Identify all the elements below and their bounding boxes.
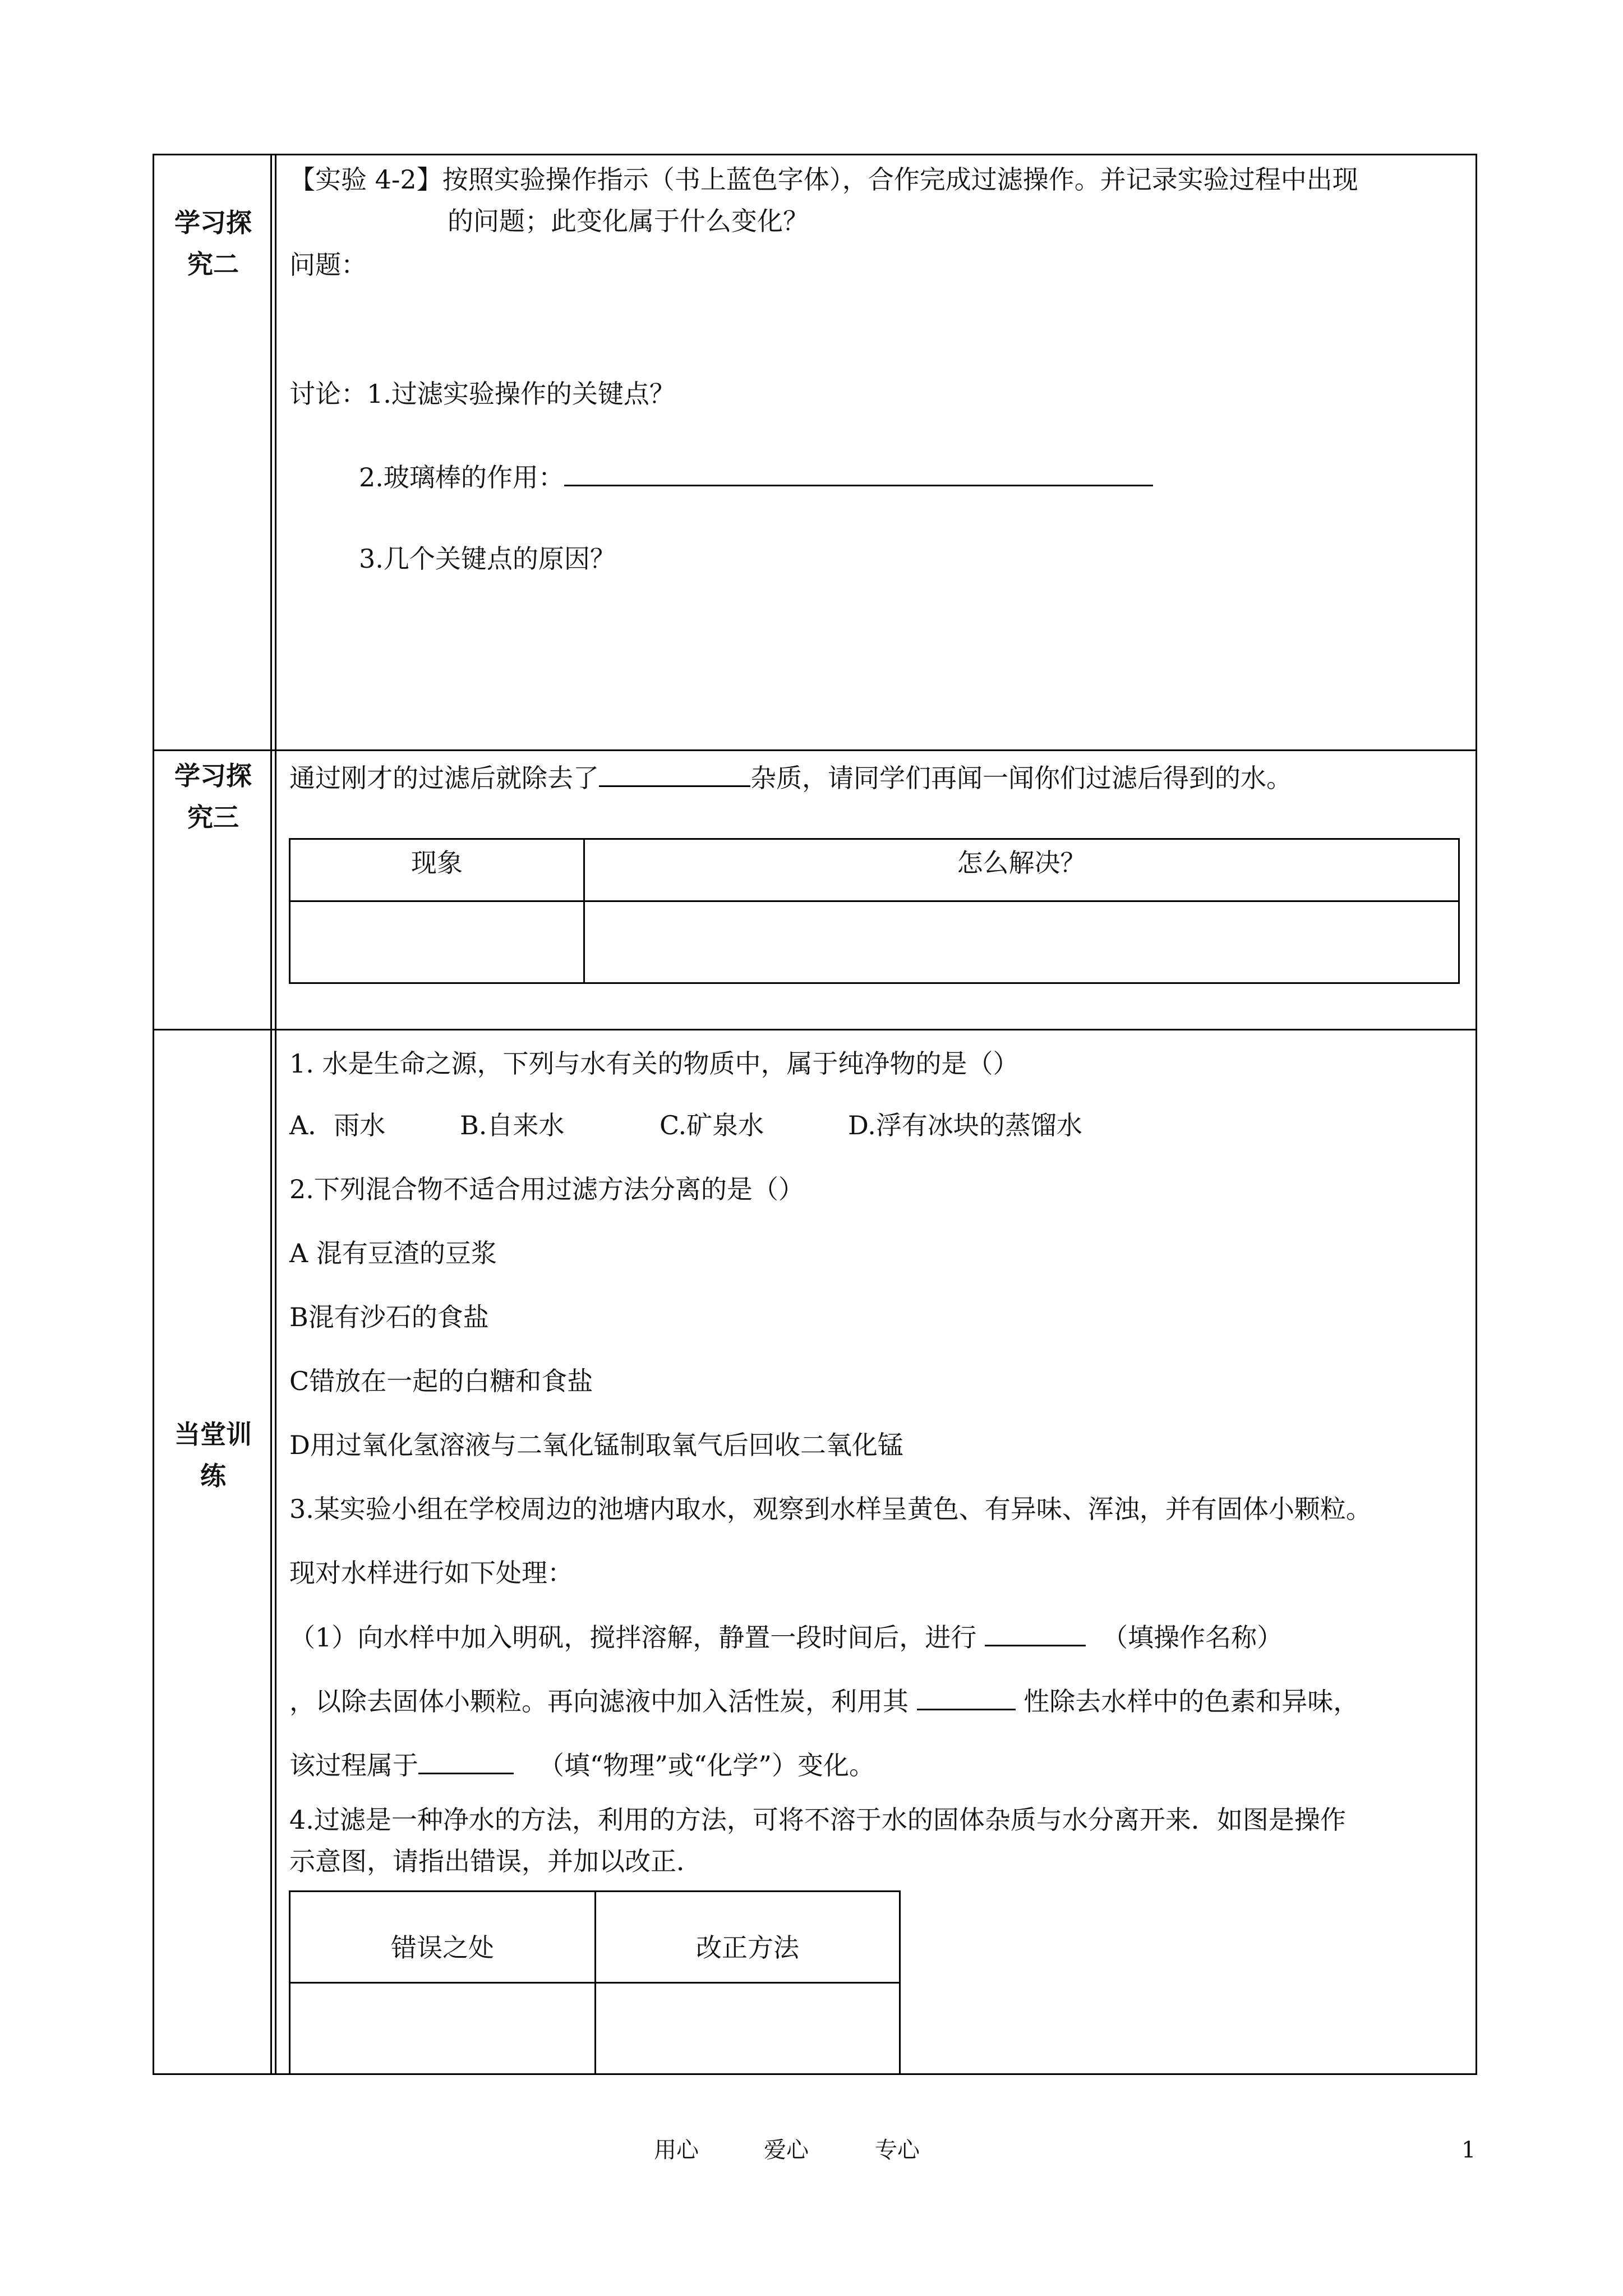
row2-label-line2: 究三 [187, 802, 239, 832]
question-3-sub3 [289, 1748, 875, 1782]
filter-result-before: 通过刚才的过滤后就除去了 [289, 763, 599, 793]
filter-result-after: 杂质，请同学们再闻一闻你们过滤后得到的水。 [750, 763, 1292, 793]
table-right-border [1476, 154, 1477, 2075]
discussion-item-2-text: 2.玻璃棒的作用： [359, 462, 564, 493]
row1-bottom-border [153, 749, 1477, 751]
question-1-option-c: C.矿泉水 [660, 1110, 764, 1140]
table-left-border [153, 154, 154, 2075]
error-answer-cell[interactable] [291, 1984, 594, 2073]
phenomenon-table-right [1458, 838, 1460, 984]
error-header: 错误之处 [391, 1932, 494, 1963]
discussion-item-2 [359, 460, 1153, 494]
question-3-sub2 [289, 1684, 1359, 1718]
solution-header: 怎么解决？ [957, 848, 1086, 878]
row2-bottom-border [153, 1029, 1477, 1030]
adsorption-blank[interactable] [917, 1684, 1016, 1710]
change-type-blank[interactable] [418, 1748, 514, 1774]
experiment-heading [289, 163, 1358, 196]
row2-label [157, 755, 269, 838]
row3-label-line2: 练 [200, 1461, 226, 1491]
question-1-option-d: D.浮有冰块的蒸馏水 [848, 1110, 1082, 1140]
question-1-option-b: B.自来水 [460, 1110, 565, 1140]
question-2-option-c: C错放在一起的白糖和食盐 [289, 1366, 593, 1396]
question-4-line2: 示意图，请指出错误，并加以改正． [289, 1846, 702, 1876]
question-2-option-d: D用过氧化氢溶液与二氧化锰制取氧气后回收二氧化锰 [289, 1430, 903, 1460]
question-3-sub2-before: ，以除去固体小颗粒。再向滤液中加入活性炭，利用其 [289, 1686, 909, 1717]
question-2-option-b: B混有沙石的食盐 [289, 1302, 489, 1332]
row3-label-line1: 当堂训 [174, 1419, 252, 1450]
row3-label [157, 1414, 269, 1497]
question-3-sub1 [289, 1620, 1283, 1654]
question-3-sub1-after: （填操作名称） [1102, 1622, 1283, 1653]
question-3-sub2-after: 性除去水样中的色素和异味， [1023, 1686, 1359, 1717]
glass-rod-answer-blank[interactable] [564, 460, 1153, 486]
operation-name-blank[interactable] [985, 1620, 1086, 1646]
footer-item-3: 专心 [875, 2137, 920, 2163]
row1-label-line2: 究二 [187, 249, 239, 279]
solution-answer-cell[interactable] [585, 902, 1458, 982]
question-3-line1: 3.某实验小组在学校周边的池塘内取水，观察到水样呈黄色、有异味、浑浊，并有固体小颗粒。 [289, 1494, 1372, 1524]
row1-label [157, 202, 269, 285]
question-4-line1: 4.过滤是一种净水的方法，利用的方法，可将不溶于水的固体杂质与水分离开来．如图是操作 [289, 1805, 1346, 1835]
question-3-sub3-before: 该过程属于 [289, 1750, 418, 1780]
discussion-item-3: 3.几个关键点的原因？ [359, 544, 616, 574]
experiment-line2: 的问题；此变化属于什么变化？ [448, 206, 809, 236]
experiment-line1: 按照实验操作指示（书上蓝色字体），合作完成过滤操作。并记录实验过程中出现 [442, 164, 1358, 195]
error-table-right [899, 1890, 901, 2074]
question-label: 问题： [289, 250, 367, 280]
label-column-divider [270, 154, 272, 2075]
experiment-prefix: 【实验 4-2】 [289, 164, 442, 195]
phenomenon-table-bottom [289, 982, 1460, 984]
phenomenon-header: 现象 [411, 848, 463, 878]
question-3-sub3-after: （填“物理”或“化学”）变化。 [538, 1750, 875, 1780]
question-3-line2: 现对水样进行如下处理： [289, 1558, 573, 1588]
question-2-option-a: A 混有豆渣的豆浆 [289, 1238, 497, 1268]
table-top-border [153, 154, 1477, 155]
discussion-item-1: 讨论：1.过滤实验操作的关键点？ [289, 379, 675, 409]
footer-item-1: 用心 [654, 2137, 699, 2163]
correction-answer-cell[interactable] [596, 1984, 899, 2073]
question-1: 1. 水是生命之源，下列与水有关的物质中，属于纯净物的是（） [289, 1048, 1019, 1079]
table-bottom-border [153, 2073, 1477, 2075]
footer-item-2: 爱心 [764, 2137, 809, 2163]
label-column-divider-inner [275, 154, 276, 2075]
row2-label-line1: 学习探 [174, 761, 252, 791]
question-1-option-a: A．雨水 [289, 1110, 386, 1140]
filter-result-sentence [289, 761, 1292, 795]
question-3-sub1-before: （1）向水样中加入明矾，搅拌溶解，静置一段时间后，进行 [289, 1622, 977, 1653]
phenomenon-table-top [289, 838, 1460, 840]
page-number: 1 [1461, 2137, 1476, 2163]
impurity-answer-blank[interactable] [599, 761, 750, 787]
correction-header: 改正方法 [696, 1932, 799, 1963]
question-2: 2.下列混合物不适合用过滤方法分离的是（） [289, 1174, 804, 1204]
row1-label-line1: 学习探 [174, 208, 252, 238]
phenomenon-answer-cell[interactable] [291, 902, 583, 982]
